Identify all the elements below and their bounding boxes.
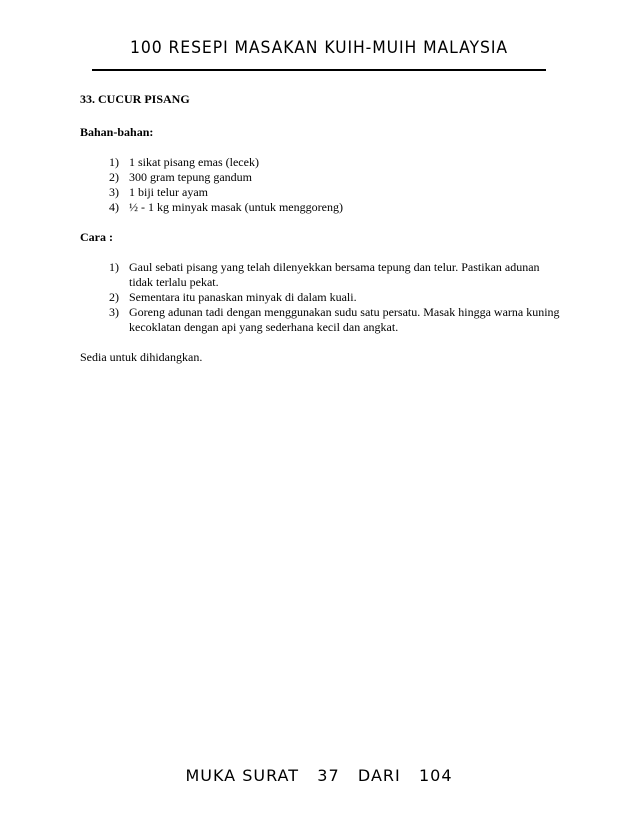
footer-page-total: 104 — [419, 766, 453, 785]
ingredient-text: 1 biji telur ayam — [129, 185, 208, 199]
list-number: 2) — [109, 290, 119, 304]
ingredient-text: 300 gram tepung gandum — [129, 170, 252, 184]
ingredient-text: ½ - 1 kg minyak masak (untuk menggoreng) — [129, 200, 343, 214]
page-footer — [0, 766, 638, 785]
footer-page-label: MUKA SURAT — [185, 766, 300, 785]
footer-page-number: 37 — [317, 766, 340, 785]
list-item — [80, 155, 560, 170]
list-number: 1) — [109, 260, 119, 274]
list-number: 4) — [109, 200, 119, 214]
list-item — [80, 305, 560, 335]
list-item — [80, 200, 560, 215]
document-header-title: 100 RESEPI MASAKAN KUIH-MUIH MALAYSIA — [129, 38, 509, 58]
list-number: 3) — [109, 305, 119, 319]
step-text: Sementara itu panaskan minyak di dalam kuali. — [129, 290, 357, 304]
ingredients-list — [80, 155, 560, 215]
header-divider — [92, 69, 546, 71]
recipe-content — [80, 92, 560, 365]
method-heading: Cara : — [80, 230, 113, 244]
list-item — [80, 185, 560, 200]
closing-note: Sedia untuk dihidangkan. — [80, 350, 203, 364]
list-item — [80, 290, 560, 305]
ingredient-text: 1 sikat pisang emas (lecek) — [129, 155, 259, 169]
list-item — [80, 170, 560, 185]
step-text: Gaul sebati pisang yang telah dilenyekkan bersama tepung dan telur. Pastikan adunan tidak terlalu pekat. — [129, 260, 540, 289]
method-steps-list — [80, 260, 560, 335]
ingredients-heading: Bahan-bahan: — [80, 125, 154, 139]
list-number: 3) — [109, 185, 119, 199]
list-number: 1) — [109, 155, 119, 169]
footer-of-label: DARI — [357, 766, 401, 785]
step-text: Goreng adunan tadi dengan menggunakan sudu satu persatu. Masak hingga warna kuning kecoklatan dengan api yang sederhana kecil dan angkat. — [129, 305, 560, 334]
list-number: 2) — [109, 170, 119, 184]
recipe-title: 33. CUCUR PISANG — [80, 92, 190, 106]
list-item — [80, 260, 560, 290]
